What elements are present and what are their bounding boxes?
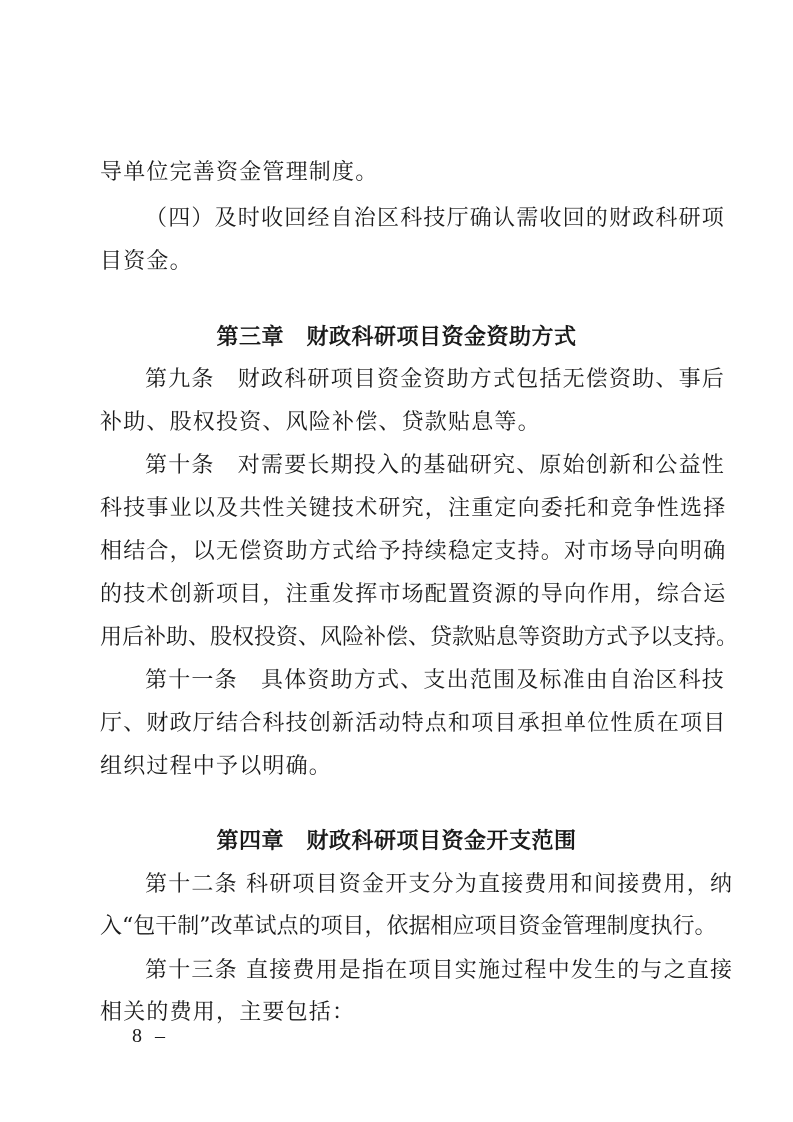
article-12-line: 第十二条 科研项目资金开支分为直接费用和间接费用，纳 [145,872,734,897]
text-line: 目资金。 [100,249,193,274]
text-line: 导单位完善资金管理制度。 [100,160,379,185]
chapter-heading: 第四章 财政科研项目资金开支范围 [216,828,577,854]
article-11-line: 厅、财政厅结合科技创新活动特点和项目承担单位性质在项目 [100,711,727,736]
chapter-heading: 第三章 财政科研项目资金资助方式 [216,324,577,350]
article-10-line: 用后补助、股权投资、风险补偿、贷款贴息等资助方式予以支持。 [100,625,739,650]
article-11-line: 组织过程中予以明确。 [100,754,333,779]
article-12-line: 入“包干制”改革试点的项目，依据相应项目资金管理制度执行。 [100,914,717,939]
article-10-line: 第十条 对需要长期投入的基础研究、原始创新和公益性 [145,453,726,478]
article-13-line: 相关的费用，主要包括： [100,1000,356,1025]
page-number: 8 – [132,1025,169,1047]
article-9-line: 第九条 财政科研项目资金资助方式包括无偿资助、事后 [145,367,726,392]
article-11-line: 第十一条 具体资助方式、支出范围及标准由自治区科技 [145,668,726,693]
article-10-line: 科技事业以及共性关键技术研究，注重定向委托和竞争性选择 [100,496,727,521]
article-9-line: 补助、股权投资、风险补偿、贷款贴息等。 [100,410,541,435]
text-line: （四）及时收回经自治区科技厅确认需收回的财政科研项 [145,206,726,231]
article-10-line: 相结合，以无偿资助方式给予持续稳定支持。对市场导向明确 [100,539,727,564]
article-10-line: 的技术创新项目，注重发挥市场配置资源的导向作用，综合运 [100,582,727,607]
article-13-line: 第十三条 直接费用是指在项目实施过程中发生的与之直接 [145,958,734,983]
